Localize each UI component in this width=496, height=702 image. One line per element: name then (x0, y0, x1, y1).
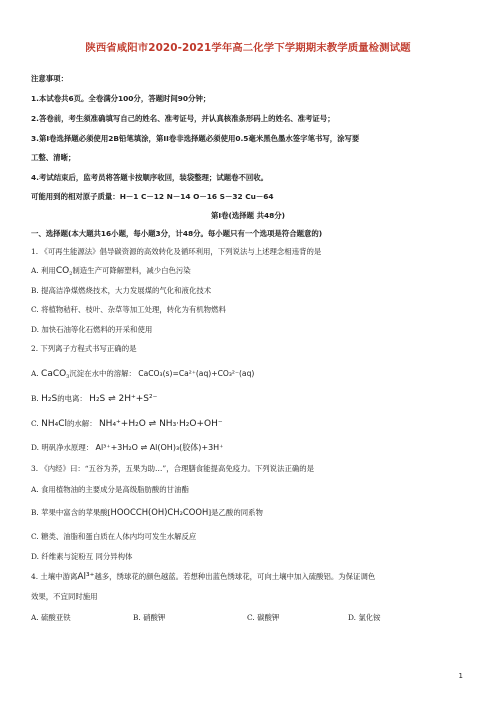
q3-b-prefix: B. 苹果中富含的苹果酸[ (31, 508, 111, 517)
q2-b-label: B. (31, 394, 39, 403)
q1-a-text: 制造生产可降解塑料，减少白色污染 (72, 266, 191, 275)
q2-c-label: C. (31, 419, 39, 428)
q2-b-equation: H₂S ⇌ 2H⁺+S²⁻ (89, 394, 158, 404)
q4-option-c: C. 碳酸钾 (247, 613, 280, 622)
note-3: 3.第I卷选择题必须使用2B铅笔填涂，第II卷非选择题必须使用0.5毫米黑色墨水签字笔书写，涂写要 (31, 134, 360, 143)
q2-stem: 2. 下列离子方程式书写正确的是 (31, 344, 137, 353)
q4-option-d: D. 氯化铵 (348, 613, 381, 622)
q3-option-c: C. 糖类、油脂和蛋白质在人体内均可发生水解反应 (31, 532, 197, 541)
note-3-cont: 工整、清晰； (31, 153, 76, 162)
q1-option-d: D. 加快石油等化石燃料的开采和使用 (31, 325, 153, 334)
q2-option-b (31, 393, 471, 405)
q1-a-prefix: A. 利用 (31, 266, 56, 275)
q2-a-formula: CaCO (41, 369, 67, 379)
q3-option-d: D. 纤维素与淀粉互 同分异构体 (31, 552, 133, 561)
atomic-masses: 可能用到的相对原子质量：H－1 C－12 N－14 O－16 S－32 Cu－64 (31, 192, 274, 201)
q2-d-equation: Al³⁺+3H₂O ⇌ Al(OH)₃(胶体)+3H⁺ (95, 443, 224, 452)
q3-option-b (31, 507, 471, 518)
note-1: 1.本试卷共6页。全卷满分100分，答题时间90分钟； (31, 94, 211, 103)
q2-c-formula: NH₄Cl (41, 419, 68, 429)
q1-option-a (31, 265, 471, 280)
q2-c-equation: NH₄⁺+H₂O ⇌ NH₃·H₂O+OH⁻ (98, 419, 223, 429)
q4-stem (31, 571, 471, 583)
note-2: 2.答卷前，考生须准确填写自己的姓名、准考证号，并认真核准条形码上的姓名、准考证号； (31, 114, 335, 123)
note-4: 4.考试结束后，监考员将答题卡按顺序收回，装袋整理；试题卷不回收。 (31, 173, 269, 182)
q2-c-text: 的水解： (67, 419, 97, 428)
q2-a-label: A. (31, 369, 39, 378)
q4-stem-text: 越多，绣球花的颜色越蓝。若想种出蓝色绣球花，可向土壤中加入硫酸铝。为保证调色 (94, 572, 376, 581)
q2-d-label: D. 明矾净水原理： (31, 443, 94, 452)
q1-option-b: B. 提高洁净煤燃烧技术，大力发展煤的气化和液化技术 (31, 286, 212, 295)
q4-option-a: A. 硫酸亚铁 (31, 613, 71, 622)
q4-stem-prefix: 4. 土壤中游离 (31, 572, 78, 581)
q2-a-text: 沉淀在水中的溶解： (69, 369, 136, 378)
notes-heading: 注意事项： (31, 74, 68, 83)
page-number: 1 (458, 672, 463, 680)
document-title: 陕西省咸阳市2020-2021学年高二化学下学期期末教学质量检测试题 (85, 42, 411, 54)
q2-a-sub: 3 (66, 374, 70, 380)
q1-stem: 1. 《可再生能源法》倡导碳资源的高效转化及循环利用，下列说法与上述理念相违背的是 (31, 247, 322, 256)
q3-b-text: ]是乙酸的同系物 (208, 508, 263, 517)
section-title: 一、选择题(本大题共16小题，每小题3分，计48分。每小题只有一个选项是符合题意的) (31, 229, 323, 238)
q1-option-c: C. 将植物秸秆、枝叶、杂草等加工处理，转化为有机物燃料 (31, 305, 226, 314)
q2-option-c (31, 418, 471, 430)
q3-option-a: A. 食用植物油的主要成分是高级脂肪酸的甘油酯 (31, 485, 189, 494)
q4-stem-formula: Al³⁺ (77, 572, 95, 582)
q2-b-text: 的电离： (57, 394, 87, 403)
q1-a-sub: 2 (69, 271, 73, 277)
q3-b-formula: HOOCCH(OH)CH₂COOH (110, 507, 209, 517)
q2-option-a (31, 368, 471, 383)
q2-a-equation: CaCO₃(s)=Ca²⁺(aq)+CO₃²⁻(aq) (138, 369, 255, 378)
q2-b-formula: H₂S (41, 394, 58, 404)
q4-stem-cont: 效果，不宜同时施用 (31, 592, 98, 601)
q2-option-d (31, 442, 471, 453)
q1-a-formula: CO (55, 266, 70, 276)
part-title: 第I卷(选择题 共48分) (210, 211, 286, 220)
q3-stem: 3. 《内经》曰：“五谷为养，五果为助…”，合理膳食能提高免疫力。下列说法正确的是 (31, 464, 315, 473)
q4-option-b: B. 硝酸钾 (133, 613, 166, 622)
